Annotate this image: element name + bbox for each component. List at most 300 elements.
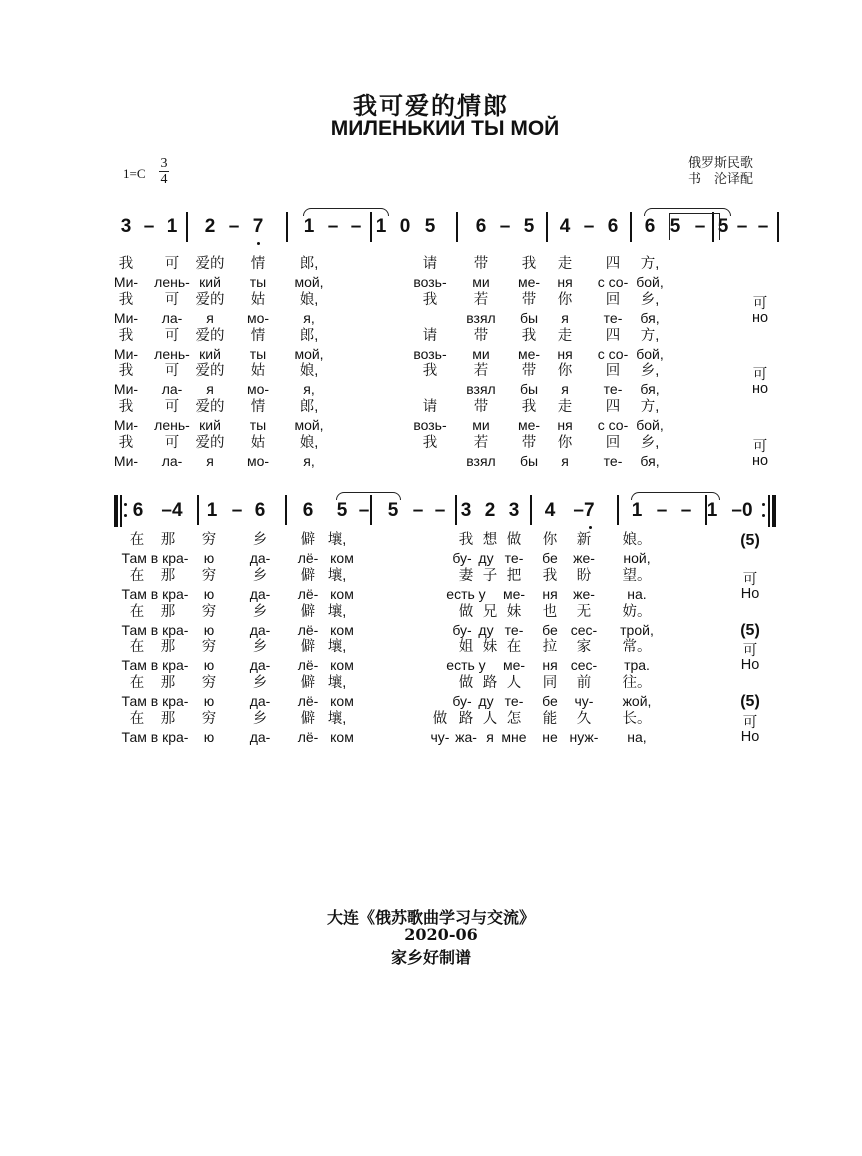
- note: –: [412, 500, 424, 521]
- lyric-syllable: 在: [506, 639, 522, 656]
- note: –4: [161, 500, 183, 521]
- lyric-syllable: мой,: [294, 345, 324, 362]
- lyric-syllable: бой,: [636, 417, 664, 434]
- lyric-syllable: ня: [557, 273, 573, 290]
- lyric-syllable: 穷: [201, 711, 217, 727]
- lyric-syllable: 在: [129, 567, 145, 584]
- lyric-syllable: 在: [129, 603, 145, 620]
- lyric-syllable: 那: [160, 567, 176, 584]
- lyric-syllable: 乡: [252, 639, 268, 656]
- lyric-syllable: 带: [521, 363, 537, 380]
- lyric-syllable: же-: [573, 585, 595, 602]
- lyric-syllable: не: [542, 728, 558, 745]
- lyric-syllable: 乡: [252, 532, 268, 548]
- lyric-syllable: 做: [458, 675, 474, 692]
- lyric-syllable: 四: [605, 399, 621, 416]
- lyric-syllable: сес-: [570, 657, 598, 674]
- lyric-syllable: 带: [521, 291, 537, 308]
- bar-line: [186, 212, 188, 242]
- lyric-syllable: 拉: [542, 639, 558, 656]
- lyric-syllable: ю: [203, 657, 215, 674]
- lyric-syllable: 郎,: [299, 256, 319, 272]
- lyric-syllable: жой,: [622, 693, 652, 710]
- credit-origin: 俄罗斯民歌: [688, 155, 754, 170]
- lyric-syllable: 请: [422, 256, 438, 272]
- lyric-syllable: 常。: [622, 639, 652, 656]
- verse-marker: (5): [740, 532, 760, 549]
- verse-marker: (5): [740, 621, 760, 639]
- lyric-syllable: нуж-: [569, 728, 599, 745]
- lyric-syllable: 带: [473, 327, 489, 344]
- note: –7: [573, 500, 595, 521]
- lyric-syllable: да-: [249, 693, 271, 710]
- note: –: [583, 216, 595, 237]
- note: 4: [559, 216, 571, 237]
- lyric-syllable: чу-: [574, 693, 594, 710]
- lyric-syllable: бы: [519, 452, 539, 469]
- lyric-syllable: 我: [118, 363, 134, 380]
- lyric-syllable: 家: [576, 639, 592, 656]
- lyric-syllable: 僻: [300, 532, 316, 548]
- lyric-syllable: 穷: [201, 675, 217, 692]
- note: 1: [303, 216, 315, 237]
- lyric-syllable: бу-: [452, 549, 472, 566]
- lyric-syllable: я,: [303, 309, 315, 326]
- lyric-syllable: 郎,: [299, 399, 319, 416]
- lyric-syllable: Там в кра-: [121, 585, 189, 602]
- verse-marker: 可: [742, 715, 758, 731]
- lyric-syllable: 往。: [622, 675, 652, 692]
- lyric-syllable: лень-: [154, 345, 190, 362]
- lyric-syllable: бы: [519, 309, 539, 326]
- lyric-syllable: жа-: [455, 728, 477, 745]
- lyric-syllable: бя,: [640, 452, 660, 469]
- verse-marker: но: [751, 309, 769, 326]
- lyric-syllable: ком: [330, 549, 354, 566]
- lyric-syllable: ду: [478, 693, 494, 710]
- lyric-syllable: 在: [129, 532, 145, 548]
- lyric-syllable: 新: [576, 532, 592, 548]
- lyric-syllable: те-: [603, 381, 623, 398]
- lyric-syllable: 路: [482, 675, 498, 692]
- lyric-syllable: 爱的: [195, 256, 225, 272]
- note: –: [736, 216, 748, 237]
- lyric-syllable: Там в кра-: [121, 621, 189, 638]
- lyric-syllable: Ми-: [113, 381, 139, 398]
- lyric-syllable: бя,: [640, 381, 660, 398]
- lyric-syllable: ты: [249, 417, 267, 434]
- lyric-syllable: 那: [160, 711, 176, 727]
- lyric-syllable: 壤,: [327, 567, 347, 584]
- repeat-end-thin-bar: [768, 495, 770, 527]
- lyric-syllable: 我: [118, 291, 134, 308]
- lyric-syllable: 乡,: [640, 291, 660, 308]
- lyric-syllable: да-: [249, 549, 271, 566]
- lyric-syllable: 把: [506, 567, 522, 584]
- lyric-syllable: 情: [250, 399, 266, 416]
- footer-date: 2020-06: [404, 925, 478, 944]
- lyric-syllable: на.: [627, 585, 647, 602]
- lyric-syllable: 郎,: [299, 327, 319, 344]
- lyric-syllable: 那: [160, 532, 176, 548]
- lyric-syllable: 壤,: [327, 639, 347, 656]
- lyric-syllable: ме-: [502, 585, 526, 602]
- lyric-syllable: 穷: [201, 603, 217, 620]
- bar-line: [777, 212, 779, 242]
- note: 1: [375, 216, 387, 237]
- lyric-syllable: 乡: [252, 675, 268, 692]
- lyric-syllable: 姑: [250, 435, 266, 451]
- repeat-dot: [124, 514, 127, 517]
- lyric-syllable: 我: [118, 399, 134, 416]
- verse-marker: Но: [740, 585, 760, 602]
- note: 1: [166, 216, 178, 237]
- lyric-syllable: взял: [466, 381, 496, 398]
- lyric-syllable: 娘,: [299, 363, 319, 380]
- note: 6: [132, 500, 144, 521]
- lyric-syllable: да-: [249, 621, 271, 638]
- lyric-syllable: 想: [482, 532, 498, 548]
- lyric-syllable: 穷: [201, 639, 217, 656]
- lyric-syllable: я,: [303, 452, 315, 469]
- lyric-syllable: те-: [504, 549, 524, 566]
- lyric-syllable: 壤,: [327, 675, 347, 692]
- lyric-syllable: Там в кра-: [121, 693, 189, 710]
- note: –: [499, 216, 511, 237]
- lyric-syllable: 我: [422, 291, 438, 308]
- lyric-syllable: ла-: [161, 381, 183, 398]
- lyric-syllable: 走: [557, 256, 573, 272]
- lyric-syllable: 壤,: [327, 603, 347, 620]
- lyric-syllable: ду: [478, 549, 494, 566]
- lyric-syllable: 我: [422, 435, 438, 451]
- lyric-syllable: 情: [250, 256, 266, 272]
- lyric-syllable: 能: [542, 711, 558, 727]
- time-signature-top: 3: [160, 156, 168, 171]
- lyric-syllable: ня: [542, 585, 558, 602]
- note: 2: [204, 216, 216, 237]
- note: –: [434, 500, 446, 521]
- bar-line: [285, 495, 287, 525]
- lyric-syllable: 我: [521, 399, 537, 416]
- lyric-syllable: ме-: [517, 273, 541, 290]
- lyric-syllable: 娘,: [299, 291, 319, 308]
- lyric-syllable: 僻: [300, 603, 316, 620]
- lyric-syllable: 乡,: [640, 435, 660, 451]
- note: 1: [631, 500, 643, 521]
- lyric-syllable: 在: [129, 639, 145, 656]
- lyric-syllable: ты: [249, 345, 267, 362]
- lyric-syllable: 在: [129, 711, 145, 727]
- lyric-syllable: 我: [118, 256, 134, 272]
- lyric-syllable: с со-: [597, 417, 629, 434]
- lyric-syllable: 做: [432, 711, 448, 727]
- lyric-syllable: 妻: [458, 567, 474, 584]
- lyric-syllable: возь-: [413, 345, 447, 362]
- lyric-syllable: ю: [203, 549, 215, 566]
- lyric-syllable: 你: [542, 532, 558, 548]
- lyric-syllable: 姑: [250, 363, 266, 380]
- lyric-syllable: 穷: [201, 532, 217, 548]
- lyric-syllable: лё-: [297, 657, 319, 674]
- lyric-syllable: ме-: [517, 345, 541, 362]
- lyric-syllable: да-: [249, 585, 271, 602]
- lyric-syllable: 情: [250, 327, 266, 344]
- lyric-syllable: бе: [542, 693, 558, 710]
- bar-line: [617, 495, 619, 525]
- verse-marker: 可: [752, 367, 768, 384]
- lyric-syllable: 带: [473, 399, 489, 416]
- lyric-syllable: 爱的: [195, 291, 225, 308]
- lyric-syllable: бя,: [640, 309, 660, 326]
- lyric-syllable: я: [206, 381, 214, 398]
- bar-line: [197, 495, 199, 525]
- lyric-syllable: ной,: [623, 549, 651, 566]
- lyric-syllable: ми: [472, 345, 490, 362]
- note: –: [143, 216, 155, 237]
- lyric-syllable: я: [561, 381, 569, 398]
- note: –: [358, 500, 370, 521]
- lyric-syllable: мо-: [246, 381, 270, 398]
- lyric-syllable: 乡: [252, 603, 268, 620]
- lyric-syllable: ком: [330, 657, 354, 674]
- lyric-syllable: 僻: [300, 567, 316, 584]
- lyric-syllable: 我: [542, 567, 558, 584]
- repeat-end-thick-bar: [772, 495, 776, 527]
- note: 7: [252, 216, 264, 237]
- repeat-start-thick-bar: [114, 495, 118, 527]
- lyric-syllable: ня: [557, 345, 573, 362]
- lyric-syllable: да-: [249, 657, 271, 674]
- lyric-syllable: Там в кра-: [121, 549, 189, 566]
- lyric-syllable: 壤,: [327, 532, 347, 548]
- lyric-syllable: 可: [164, 327, 180, 344]
- note: –: [694, 216, 706, 237]
- lyric-syllable: я,: [303, 381, 315, 398]
- lyric-syllable: 若: [473, 435, 489, 451]
- lyric-syllable: ю: [203, 728, 215, 745]
- lyric-syllable: ня: [557, 417, 573, 434]
- lyric-syllable: возь-: [413, 273, 447, 290]
- lyric-syllable: 姐: [458, 639, 474, 656]
- lyric-syllable: 同: [542, 675, 558, 692]
- note: 1: [206, 500, 218, 521]
- lyric-syllable: 可: [164, 435, 180, 451]
- lyric-syllable: 回: [605, 363, 621, 380]
- lyric-syllable: 爱的: [195, 363, 225, 380]
- verse-marker: Но: [740, 657, 760, 674]
- verse-marker: 可: [742, 571, 758, 588]
- lyric-syllable: бы: [519, 381, 539, 398]
- tie-arc: [336, 492, 401, 500]
- verse-marker: (5): [740, 693, 760, 711]
- lyric-syllable: ю: [203, 693, 215, 710]
- verse-marker: 可: [742, 643, 758, 660]
- note: 5: [387, 500, 399, 521]
- lyric-syllable: 我: [118, 435, 134, 451]
- note: 3: [120, 216, 132, 237]
- lyric-syllable: лень-: [154, 417, 190, 434]
- lyric-syllable: бой,: [636, 345, 664, 362]
- lyric-syllable: взял: [466, 309, 496, 326]
- lyric-syllable: 做: [458, 603, 474, 620]
- note: 2: [484, 500, 496, 521]
- octave-dot-below: [589, 526, 592, 529]
- lyric-syllable: ми: [472, 273, 490, 290]
- lyric-syllable: бе: [542, 549, 558, 566]
- lyric-syllable: 姑: [250, 291, 266, 308]
- lyric-syllable: ня: [542, 657, 558, 674]
- lyric-syllable: Там в кра-: [121, 657, 189, 674]
- note: 6: [254, 500, 266, 521]
- lyric-syllable: 方,: [640, 399, 660, 416]
- lyric-syllable: 回: [605, 291, 621, 308]
- lyric-syllable: 前: [576, 675, 592, 692]
- bar-line: [370, 212, 372, 242]
- lyric-syllable: лё-: [297, 549, 319, 566]
- lyric-syllable: 怎: [506, 711, 522, 727]
- lyric-syllable: 走: [557, 399, 573, 416]
- lyric-syllable: 带: [473, 256, 489, 272]
- lyric-syllable: 可: [164, 291, 180, 308]
- lyric-syllable: взял: [466, 452, 496, 469]
- lyric-syllable: ком: [330, 621, 354, 638]
- lyric-syllable: 那: [160, 675, 176, 692]
- repeat-start-thin-bar: [120, 495, 122, 527]
- lyric-syllable: лень-: [154, 273, 190, 290]
- lyric-syllable: есть у: [446, 585, 486, 602]
- lyric-syllable: 爱的: [195, 435, 225, 451]
- lyric-syllable: 妹: [506, 603, 522, 620]
- lyric-syllable: 兄: [482, 603, 498, 620]
- verse-marker: 可: [752, 439, 768, 455]
- lyric-syllable: ком: [330, 728, 354, 745]
- lyric-syllable: 走: [557, 327, 573, 344]
- lyric-syllable: 长。: [622, 711, 652, 727]
- lyric-syllable: 你: [557, 291, 573, 308]
- lyric-syllable: 方,: [640, 256, 660, 272]
- lyric-syllable: чу-: [430, 728, 450, 745]
- lyric-syllable: 僻: [300, 711, 316, 727]
- lyric-syllable: мо-: [246, 452, 270, 469]
- lyric-syllable: да-: [249, 728, 271, 745]
- note: 5: [424, 216, 436, 237]
- lyric-syllable: мне: [501, 728, 527, 745]
- lyric-syllable: 乡,: [640, 363, 660, 380]
- lyric-syllable: 回: [605, 435, 621, 451]
- lyric-syllable: 路: [458, 711, 474, 727]
- lyric-syllable: я: [206, 309, 214, 326]
- lyric-syllable: ты: [249, 273, 267, 290]
- repeat-dot: [762, 514, 765, 517]
- lyric-syllable: 请: [422, 327, 438, 344]
- note: 3: [508, 500, 520, 521]
- lyric-syllable: есть у: [446, 657, 486, 674]
- lyric-syllable: сес-: [570, 621, 598, 638]
- lyric-syllable: лё-: [297, 728, 319, 745]
- lyric-syllable: ла-: [161, 452, 183, 469]
- note: 5: [336, 500, 348, 521]
- lyric-syllable: 请: [422, 399, 438, 416]
- lyric-syllable: ю: [203, 621, 215, 638]
- lyric-syllable: 那: [160, 639, 176, 656]
- lyric-syllable: 可: [164, 256, 180, 272]
- lyric-syllable: мой,: [294, 273, 324, 290]
- lyric-syllable: ю: [203, 585, 215, 602]
- lyric-syllable: те-: [603, 452, 623, 469]
- bar-line: [455, 495, 457, 525]
- lyric-syllable: 你: [557, 363, 573, 380]
- lyric-syllable: Ми-: [113, 417, 139, 434]
- lyric-syllable: 妹: [482, 639, 498, 656]
- note: –0: [731, 500, 753, 521]
- credit-translator: 书 沦译配: [688, 171, 754, 186]
- lyric-syllable: мой,: [294, 417, 324, 434]
- lyric-syllable: на,: [627, 728, 647, 745]
- note: 6: [302, 500, 314, 521]
- note: –: [327, 216, 339, 237]
- note: 0: [399, 216, 411, 237]
- time-signature: [158, 156, 170, 187]
- lyric-syllable: я: [561, 452, 569, 469]
- lyric-syllable: я: [486, 728, 494, 745]
- lyric-syllable: 你: [557, 435, 573, 451]
- octave-dot-below: [257, 242, 260, 245]
- footer-author: 家乡好制谱: [390, 948, 471, 967]
- lyric-syllable: 爱的: [195, 327, 225, 344]
- lyric-syllable: ла-: [161, 309, 183, 326]
- note: 3: [460, 500, 472, 521]
- lyric-syllable: 人: [482, 711, 498, 727]
- lyric-syllable: мо-: [246, 309, 270, 326]
- lyric-syllable: бу-: [452, 693, 472, 710]
- note: –: [757, 216, 769, 237]
- verse-marker: 可: [752, 295, 768, 312]
- note: –: [656, 500, 668, 521]
- lyric-syllable: бе: [542, 621, 558, 638]
- lyric-syllable: 人: [506, 675, 522, 692]
- key-signature: 1=C: [123, 166, 146, 181]
- lyric-syllable: 若: [473, 363, 489, 380]
- lyric-syllable: Ми-: [113, 309, 139, 326]
- lyric-syllable: ду: [478, 621, 494, 638]
- lyric-syllable: кий: [199, 273, 221, 290]
- note: 6: [475, 216, 487, 237]
- lyric-syllable: 我: [458, 532, 474, 548]
- lyric-syllable: 做: [506, 532, 522, 548]
- lyric-syllable: 可: [164, 363, 180, 380]
- lyric-syllable: 爱的: [195, 399, 225, 416]
- bar-line: [530, 495, 532, 525]
- page-title-chinese: 我可爱的情郎: [353, 91, 509, 120]
- lyric-syllable: 娘。: [622, 532, 652, 548]
- lyric-syllable: 我: [521, 327, 537, 344]
- lyric-syllable: 四: [605, 327, 621, 344]
- lyric-syllable: 穷: [201, 567, 217, 584]
- lyric-syllable: ме-: [502, 657, 526, 674]
- page-title-russian: МИЛЕНЬКИЙ ТЫ МОЙ: [330, 117, 560, 140]
- lyric-syllable: 僻: [300, 675, 316, 692]
- footer-source: 大连《俄苏歌曲学习与交流》: [326, 908, 535, 927]
- lyric-syllable: 在: [129, 675, 145, 692]
- tie-arc: [303, 208, 389, 216]
- lyric-syllable: 那: [160, 603, 176, 620]
- lyric-syllable: 带: [521, 435, 537, 451]
- lyric-syllable: 若: [473, 291, 489, 308]
- lyric-syllable: 久: [576, 711, 592, 727]
- bar-line: [286, 212, 288, 242]
- lyric-syllable: 望。: [622, 567, 652, 584]
